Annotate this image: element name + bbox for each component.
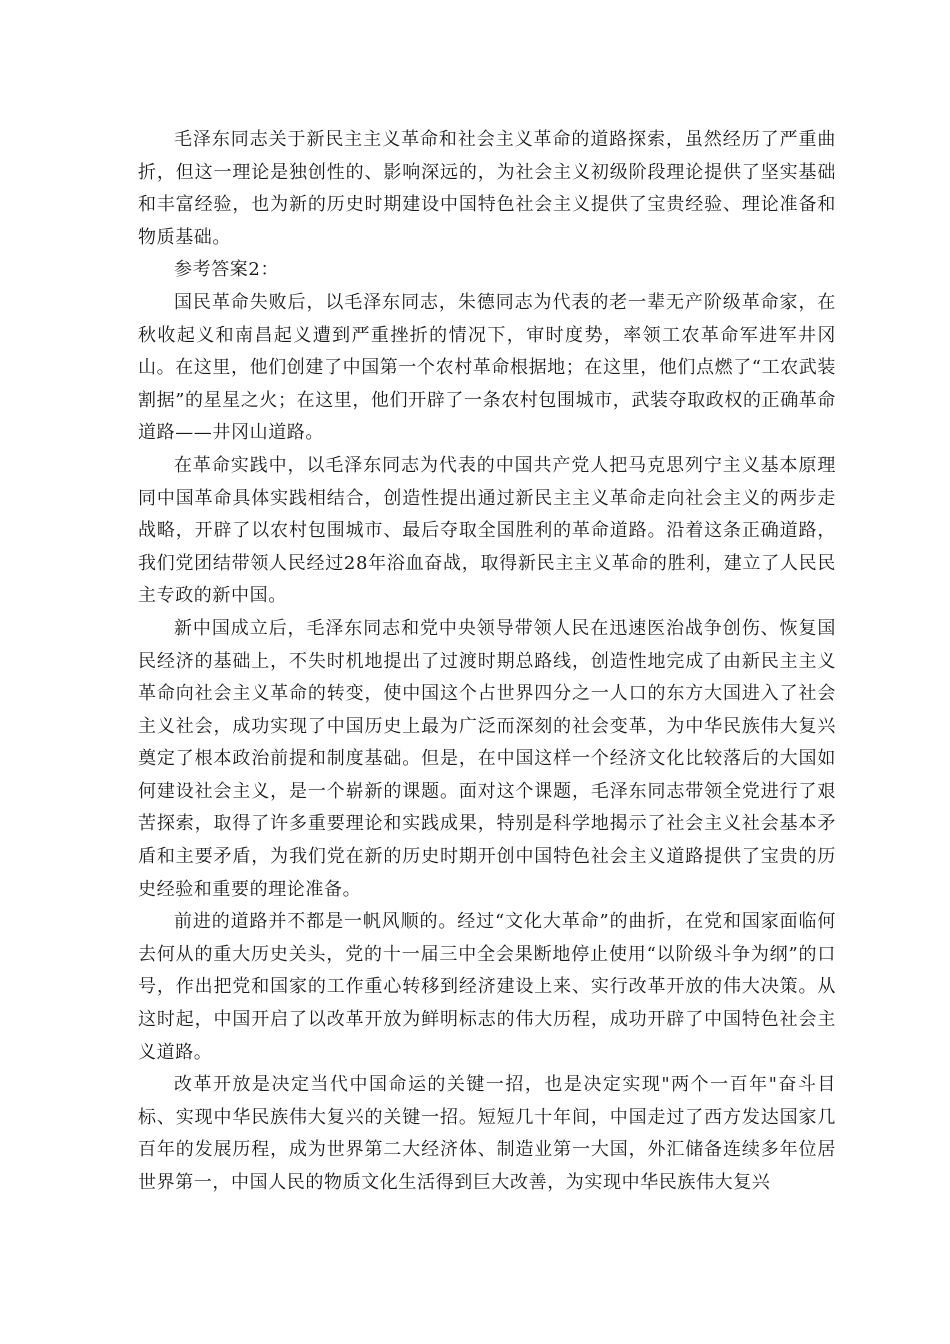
paragraph-conclusion: 毛泽东同志关于新民主主义革命和社会主义革命的道路探索，虽然经历了严重曲折，但这一理论是独创性的、影响深远的，为社会主义初级阶段理论提供了坚实基础和丰富经验，也为新的历史时期建设中国特色社会主义提供了宝贵经验、理论准备和物质基础。 (138, 129, 836, 248)
paragraph-reform-turning-point: 前进的道路并不都是一帆风顺的。经过“文化大革命”的曲折，在党和国家面临何去何从的重大历史关头，党的十一届三中全会果断地停止使用“以阶级斗争为纲”的口号，作出把党和国家的工作重心转移到经济建设上来、实行改革开放的伟大决策。从这时起，中国开启了以改革开放为鲜明标志的伟大历程，成功开辟了中国特色社会主义道路。 (138, 911, 836, 1063)
paragraph-jinggangshan: 国民革命失败后，以毛泽东同志，朱德同志为代表的老一辈无产阶级革命家，在秋收起义和南昌起义遭到严重挫折的情况下，审时度势，率领工农革命军进军井冈山。在这里，他们创建了中国第一个农村革命根据地；在这里，他们点燃了“工农武装割据”的星星之火；在这里，他们开辟了一条农村包围城市，武装夺取政权的正确革命道路——井冈山道路。 (138, 291, 836, 444)
reference-answer-heading: 参考答案2： (174, 259, 280, 281)
paragraph-new-china: 新中国成立后，毛泽东同志和党中央领导带领人民在迅速医治战争创伤、恢复国民经济的基础上，不失时机地提出了过渡时期总路线，创造性地完成了由新民主主义革命向社会主义革命的转变，使中国这个占世界四分之一人口的东方大国进入了社会主义社会，成功实现了中国历史上最为广泛而深刻的社会变革，为中华民族伟大复兴奠定了根本政治前提和制度基础。但是，在中国这样一个经济文化比较落后的大国如何建设社会主义，是一个崭新的课题。面对这个课题，毛泽东同志带领全党进行了艰苦探索，取得了许多重要理论和实践成果，特别是科学地揭示了社会主义社会基本矛盾和主要矛盾，为我们党在新的历史时期开创中国特色社会主义道路提供了宝贵的历史经验和重要的理论准备。 (138, 617, 836, 900)
paragraph-revolution-practice: 在革命实践中，以毛泽东同志为代表的中国共产党人把马克思列宁主义基本原理同中国革命具体实践相结合，创造性提出通过新民主主义革命走向社会主义的两步走战略，开辟了以农村包围城市、最后夺取全国胜利的革命道路。沿着这条正确道路，我们党团结带领人民经过28年浴血奋战，取得新民主主义革命的胜利，建立了人民民主专政的新中国。 (138, 454, 836, 607)
document-page (138, 124, 836, 1200)
paragraph-reform-opening: 改革开放是决定当代中国命运的关键一招，也是决定实现"两个一百年"奋斗目标、实现中华民族伟大复兴的关键一招。短短几十年间，中国走过了西方发达国家几百年的发展历程，成为世界第二大经济体、制造业第一大国，外汇储备连续多年位居世界第一，中国人民的物质文化生活得到巨大改善，为实现中华民族伟大复兴 (138, 1074, 836, 1193)
